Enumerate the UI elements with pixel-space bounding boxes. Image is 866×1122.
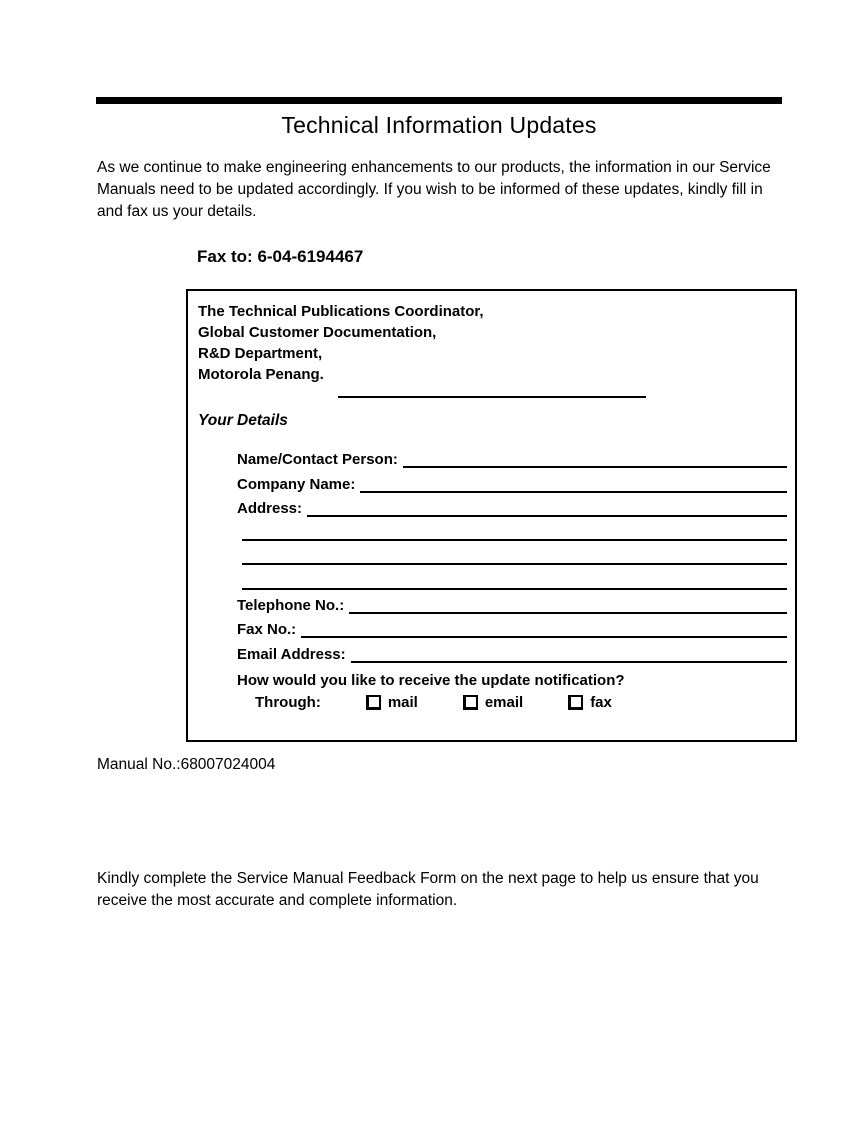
top-rule [96,97,782,104]
intro-text: As we continue to make engineering enhancements to our products, the information in our Service Manuals need to be updated accordingly. If you wish to be informed of these updates, kindly fill in and fax us your details. [97,159,771,220]
recipient-line-2: Global Customer Documentation, [198,324,437,341]
mail-checkbox[interactable] [366,695,381,710]
mail-option-label: mail [387,693,418,711]
company-input-line[interactable] [360,475,787,493]
email-option-label: email [484,693,524,711]
through-label: Through: [255,693,321,711]
notification-question: How would you like to receive the update notification? [237,671,625,689]
company-field-label: Company Name: [237,475,356,493]
telephone-field-label: Telephone No.: [237,597,345,615]
manual-number: Manual No.:68007024004 [97,756,276,773]
address-input-line-4[interactable] [242,572,787,590]
divider-line [338,396,646,398]
email-checkbox[interactable] [463,695,478,710]
fax-to-line: Fax to: 6-04-6194467 [197,247,364,266]
field-row-address-3 [237,543,787,567]
recipient-address [198,301,795,385]
name-field-label: Name/Contact Person: [237,451,398,469]
page-title: Technical Information Updates [281,112,597,138]
field-row-email [237,640,787,664]
address-input-line-2[interactable] [242,523,787,541]
field-row-address [237,495,787,519]
recipient-line-3: R&D Department, [198,345,323,362]
details-fields [237,446,787,665]
field-row-telephone [237,592,787,616]
option-fax [568,694,612,711]
fax-field-label: Fax No.: [237,621,297,639]
fax-form-box [186,289,797,742]
fax-checkbox[interactable] [568,695,583,710]
fax-option-label: fax [590,693,612,711]
fax-input-line[interactable] [301,620,787,638]
field-row-fax [237,616,787,640]
address-input-line-3[interactable] [242,547,787,565]
email-field-label: Email Address: [237,645,346,663]
field-row-address-4 [237,567,787,591]
telephone-input-line[interactable] [349,596,787,614]
field-row-name [237,446,787,470]
notification-options [255,694,795,711]
recipient-line-1: The Technical Publications Coordinator, [198,303,484,320]
option-email [463,694,523,711]
field-row-address-2 [237,519,787,543]
email-input-line[interactable] [351,645,787,663]
footer-note: Kindly complete the Service Manual Feedback Form on the next page to help us ensure that you receive the most accurate and complete information. [97,870,759,910]
your-details-heading: Your Details [198,412,288,429]
address-input-line[interactable] [307,499,787,517]
address-field-label: Address: [237,499,303,517]
recipient-line-4: Motorola Penang. [198,366,324,383]
name-input-line[interactable] [403,450,787,468]
field-row-company [237,470,787,494]
option-mail [366,694,418,711]
